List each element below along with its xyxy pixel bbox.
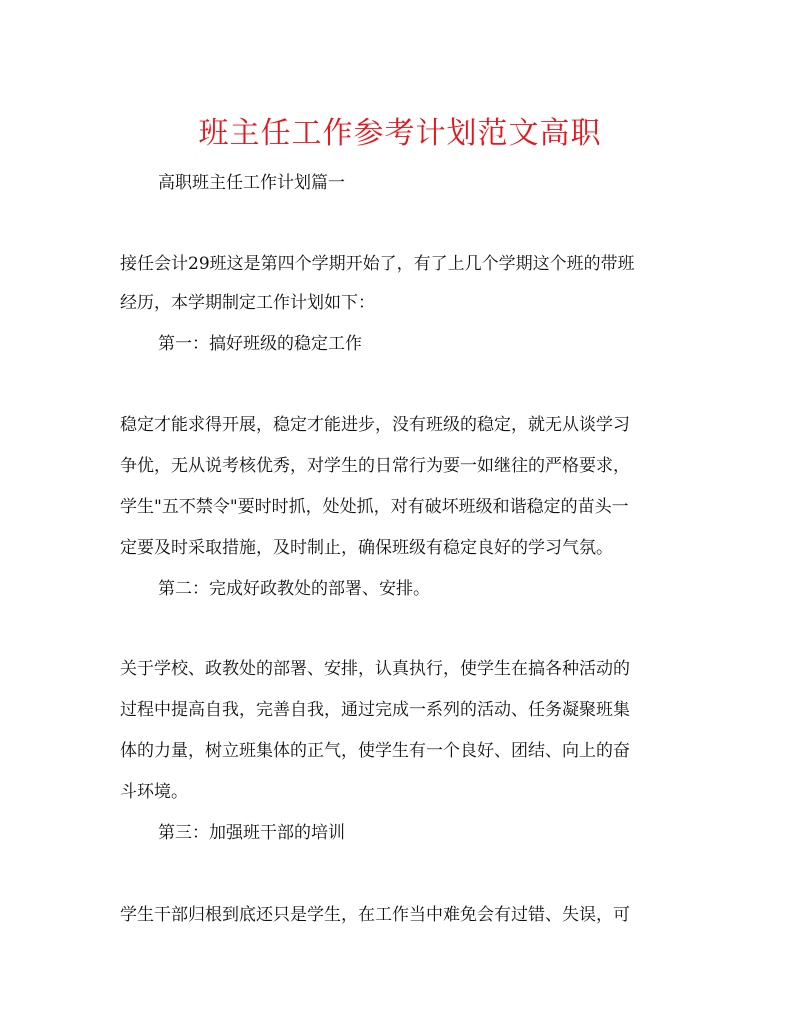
section1-heading: 第一：搞好班级的稳定工作 (158, 334, 362, 354)
section2-line-2: 过程中提高自我，完善自我，通过完成一系列的活动、任务凝聚班集 (120, 700, 630, 720)
section1-line-1: 稳定才能求得开展，稳定才能进步，没有班级的稳定，就无从谈学习 (120, 415, 630, 435)
section3-heading: 第三：加强班干部的培训 (158, 823, 345, 843)
section1-line-4: 定要及时采取措施，及时制止，确保班级有稳定良好的学习气氛。 (120, 538, 613, 558)
section2-heading: 第二：完成好政教处的部署、安排。 (158, 579, 430, 599)
document-subtitle: 高职班主任工作计划篇一 (158, 173, 345, 193)
section3-line-1: 学生干部归根到底还只是学生，在工作当中难免会有过错、失误，可 (120, 905, 630, 925)
section2-line-4: 斗环境。 (120, 782, 188, 802)
document-title: 班主任工作参考计划范文高职 (198, 116, 602, 151)
section2-line-1: 关于学校、政教处的部署、安排，认真执行，使学生在搞各种活动的 (120, 659, 630, 679)
intro-line-1: 接任会计29班这是第四个学期开始了，有了上几个学期这个班的带班 (120, 254, 635, 274)
section1-line-2: 争优，无从说考核优秀，对学生的日常行为要一如继往的严格要求， (120, 456, 630, 476)
intro-line-2: 经历，本学期制定工作计划如下： (120, 293, 375, 313)
section2-line-3: 体的力量，树立班集体的正气，使学生有一个良好、团结、向上的奋 (120, 741, 630, 761)
section1-line-3: 学生"五不禁令"要时时抓，处处抓，对有破坏班级和谐稳定的苗头一 (120, 497, 629, 517)
